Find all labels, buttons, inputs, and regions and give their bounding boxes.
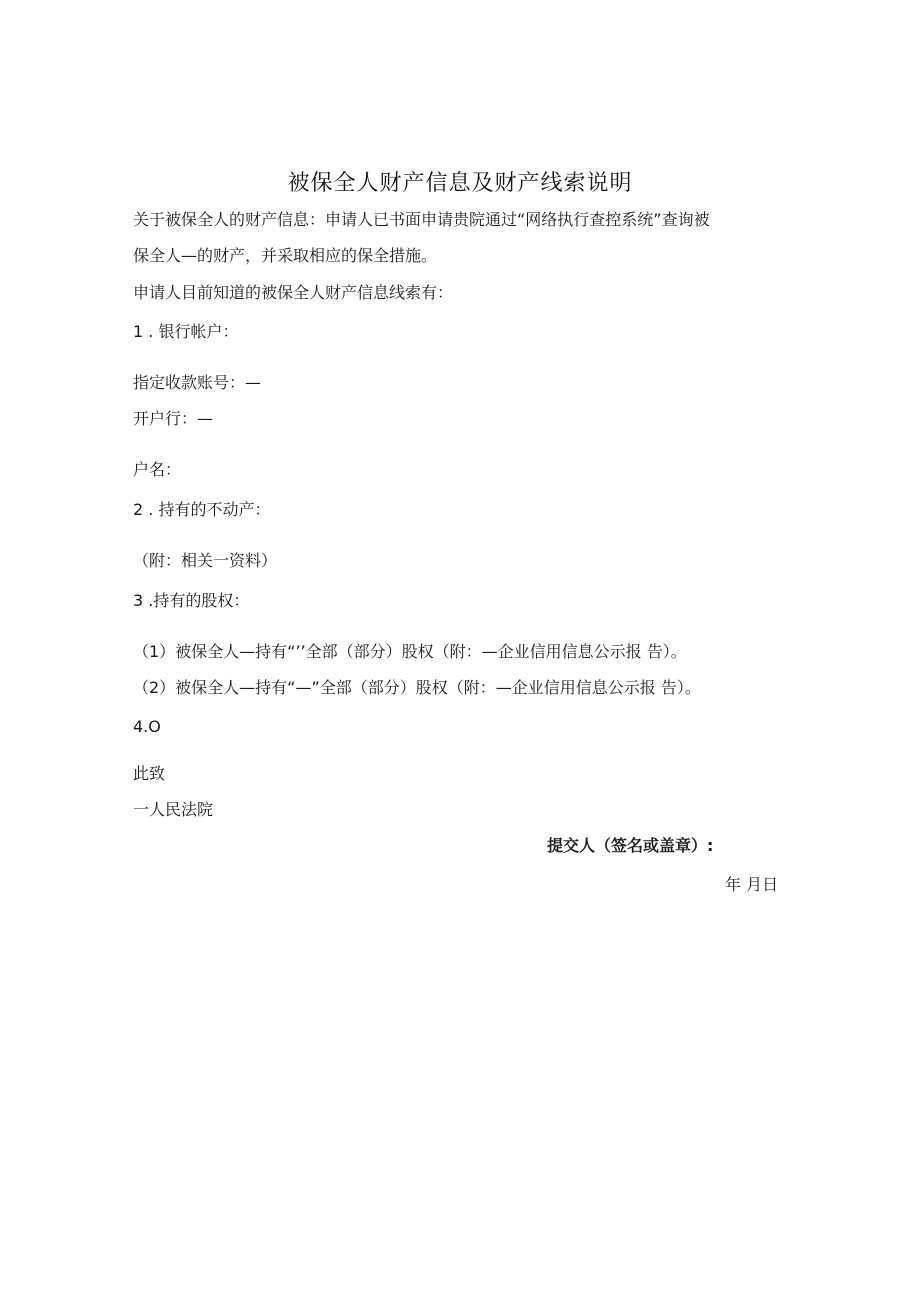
date-line: 年 月日 bbox=[725, 875, 779, 894]
item3-sub1: （1）被保全人—持有“’’全部（部分）股权（附：—企业信用信息公示报 告）。 bbox=[133, 642, 687, 661]
item2-heading: 2 . 持有的不动产： bbox=[133, 500, 271, 519]
closing-line: 此致 bbox=[133, 764, 166, 783]
account-number-line: 指定收款账号：— bbox=[133, 373, 262, 392]
item4-line: 4.O bbox=[133, 717, 161, 736]
item3-heading: 3 .持有的股权： bbox=[133, 591, 250, 610]
item2-attachment: （附：相关一资料） bbox=[133, 551, 278, 570]
court-line: 一人民法院 bbox=[133, 800, 214, 819]
item3-sub2: （2）被保全人—持有“—”全部（部分）股权（附：—企业信用信息公示报 告）。 bbox=[133, 678, 701, 697]
intro-line-3: 申请人目前知道的被保全人财产信息线索有： bbox=[133, 283, 454, 302]
document-title: 被保全人财产信息及财产线索说明 bbox=[287, 171, 633, 196]
bank-name-line: 开户行：— bbox=[133, 409, 214, 428]
intro-line-2: 保全人—的财产，并采取相应的保全措施。 bbox=[133, 246, 438, 265]
item1-heading: 1 . 银行帐户： bbox=[133, 322, 239, 341]
account-name-line: 户名： bbox=[133, 460, 182, 479]
intro-line-1: 关于被保全人的财产信息：申请人已书面申请贵院通过“网络执行查控系统”查询被 bbox=[133, 210, 710, 229]
submitter-signature-line: 提交人（签名或盖章）: bbox=[547, 836, 714, 855]
